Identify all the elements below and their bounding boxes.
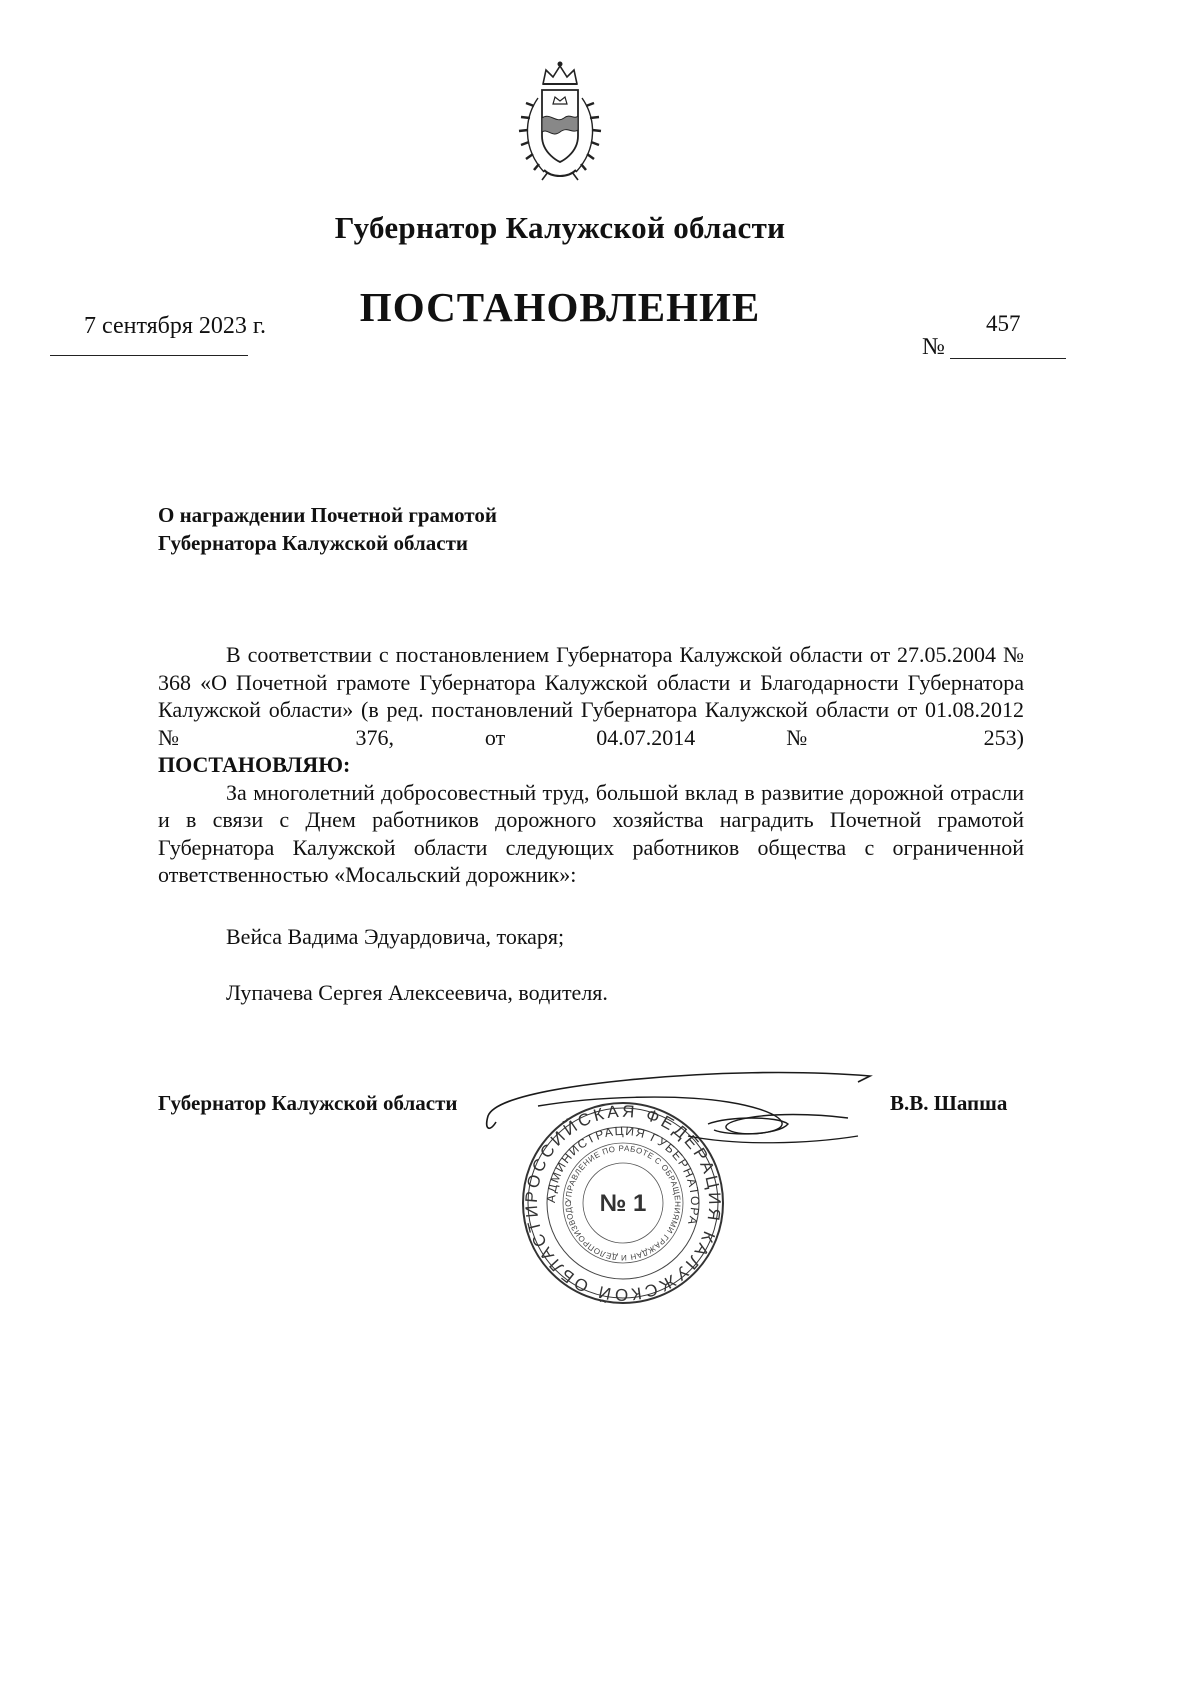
signatory-name: В.В. Шапша xyxy=(890,1091,1008,1115)
coat-of-arms-emblem xyxy=(510,58,610,186)
document-body xyxy=(158,641,1024,889)
document-date: 7 сентября 2023 г. xyxy=(84,313,267,339)
document-subject xyxy=(158,501,497,557)
subject-line: Губернатора Калужской области xyxy=(158,531,469,555)
authority-title: Губернатор Калужской области xyxy=(334,210,786,245)
handwritten-signature xyxy=(478,1066,878,1156)
document-type-title: ПОСТАНОВЛЕНИЕ xyxy=(359,284,761,330)
nominee-item: Лупачева Сергея Алексеевича, водителя. xyxy=(226,980,608,1005)
decree-word: ПОСТАНОВЛЯЮ: xyxy=(158,752,351,777)
seal-inner-text: УПРАВЛЕНИЕ ПО РАБОТЕ С ОБРАЩЕНИЯМИ ГРАЖДАН И ДЕЛОПРОИЗВОДС xyxy=(563,1143,683,1263)
number-underline xyxy=(950,358,1066,359)
preamble-paragraph: В соответствии с постановлением Губернатора Калужской области от 27.05.2004 № 368 «О Почетной грамоте Губернатора Калужской области и Благодарности Губернатора Калужской области» (в ред. постановлений Губернатора Калужской области от 01.08.2012 № 376, от 04.07.2014 № 253) xyxy=(158,642,1024,750)
seal-outer-text: РОССИЙСКАЯ ФЕДЕРАЦИЯ КАЛУЖСКОЙ ОБЛАСТИ xyxy=(521,1101,725,1305)
subject-line: О награждении Почетной грамотой xyxy=(158,503,497,527)
document-number: 457 xyxy=(986,311,1021,336)
seal-center-text: № 1 xyxy=(599,1190,647,1217)
nominee-item: Вейса Вадима Эдуардовича, токаря; xyxy=(226,924,565,949)
date-underline xyxy=(50,355,248,356)
signatory-position: Губернатор Калужской области xyxy=(158,1091,458,1115)
number-sign: № xyxy=(922,334,945,360)
resolution-paragraph: За многолетний добросовестный труд, большой вклад в развитие дорожной отрасли и в связи с Днем работников дорожного хозяйства наградить Почетной грамотой Губернатора Калужской области следующих работников общества с ограниченной ответственностью «Мосальский дорожник»: xyxy=(158,779,1024,887)
seal-middle-text: АДМИНИСТРАЦИЯ ГУБЕРНАТОРА xyxy=(543,1123,703,1228)
